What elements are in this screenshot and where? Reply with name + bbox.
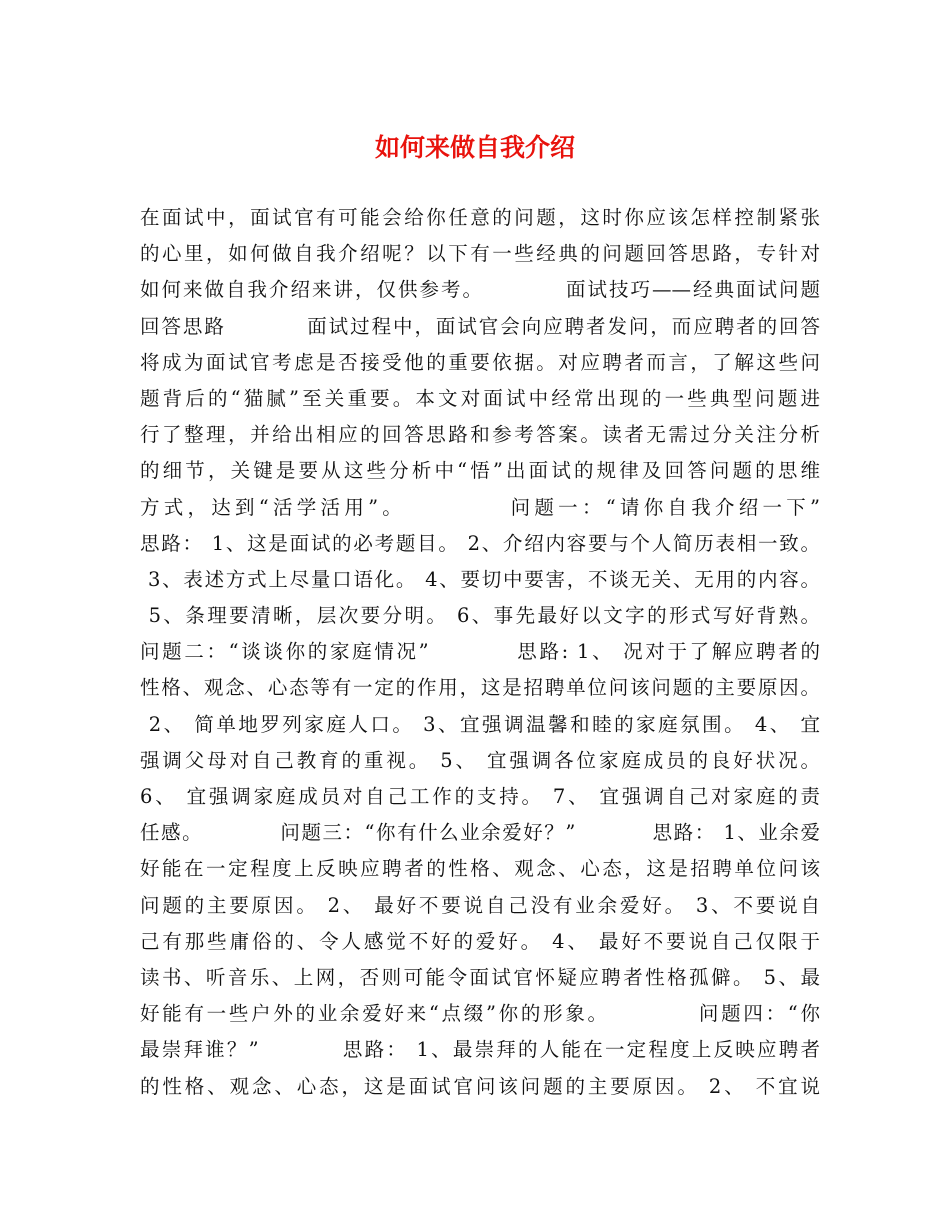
body-line-8: 的细节，关键是要从这些分析中“悟”出面试的规律及回答问题的思维 (140, 459, 820, 483)
document-body (140, 200, 820, 1105)
body-line-12: 5、条理要清晰，层次要分明。 6、事先最好以文字的形式写好背熟。 (140, 604, 820, 628)
body-line-19: 好能在一定程度上反映应聘者的性格、观念、心态，这是招聘单位问该 (140, 857, 820, 881)
body-line-21: 己有那些庸俗的、令人感觉不好的爱好。 4、 最好不要说自己仅限于 (140, 929, 820, 953)
body-line-14: 性格、观念、心态等有一定的作用，这是招聘单位问该问题的主要原因。 (140, 676, 820, 700)
body-line-23: 好能有一些户外的业余爱好来“点缀”你的形象。 问题四：“你 (140, 1002, 820, 1026)
body-line-18: 任感。 问题三：“你有什么业余爱好？” 思路： 1、业余爱 (140, 821, 820, 845)
body-line-2: 的心里，如何做自我介绍呢？以下有一些经典的问题回答思路，专针对 (140, 242, 820, 266)
body-line-25: 的性格、观念、心态，这是面试官问该问题的主要原因。 2、 不宜说 (140, 1074, 820, 1098)
document-title: 如何来做自我介绍 (374, 133, 575, 162)
body-line-1: 在面试中，面试官有可能会给你任意的问题，这时你应该怎样控制紧张 (140, 206, 820, 229)
body-line-22: 读书、听音乐、上网，否则可能令面试官怀疑应聘者性格孤僻。 5、最 (140, 965, 820, 989)
body-line-24: 最崇拜谁？” 思路： 1、最崇拜的人能在一定程度上反映应聘者 (140, 1038, 820, 1062)
body-line-6: 题背后的“猫腻”至关重要。本文对面试中经常出现的一些典型问题进 (140, 386, 820, 410)
body-line-5: 将成为面试官考虑是否接受他的重要依据。对应聘者而言，了解这些问 (140, 350, 820, 374)
body-line-10: 思路： 1、这是面试的必考题目。 2、介绍内容要与个人简历表相一致。 (140, 531, 820, 555)
body-line-15: 2、 简单地罗列家庭人口。 3、宜强调温馨和睦的家庭氛围。 4、 宜 (140, 712, 820, 736)
body-line-7: 行了整理，并给出相应的回答思路和参考答案。读者无需过分关注分析 (140, 423, 820, 447)
body-line-3: 如何来做自我介绍来讲，仅供参考。 面试技巧——经典面试问题 (140, 278, 820, 302)
body-line-11: 3、表述方式上尽量口语化。 4、要切中要害，不谈无关、无用的内容。 (140, 567, 820, 591)
body-line-9: 方式，达到“活学活用”。 问题一：“请你自我介绍一下” (140, 495, 820, 519)
body-line-20: 问题的主要原因。 2、 最好不要说自己没有业余爱好。 3、不要说自 (140, 893, 820, 917)
body-line-16: 强调父母对自己教育的重视。 5、 宜强调各位家庭成员的良好状况。 (140, 748, 820, 772)
body-line-4: 回答思路 面试过程中，面试官会向应聘者发问，而应聘者的回答 (140, 314, 820, 338)
body-line-17: 6、 宜强调家庭成员对自己工作的支持。 7、 宜强调自己对家庭的责 (140, 785, 820, 808)
body-line-13: 问题二：“谈谈你的家庭情况” 思路: 1、 况对于了解应聘者的 (140, 640, 820, 664)
